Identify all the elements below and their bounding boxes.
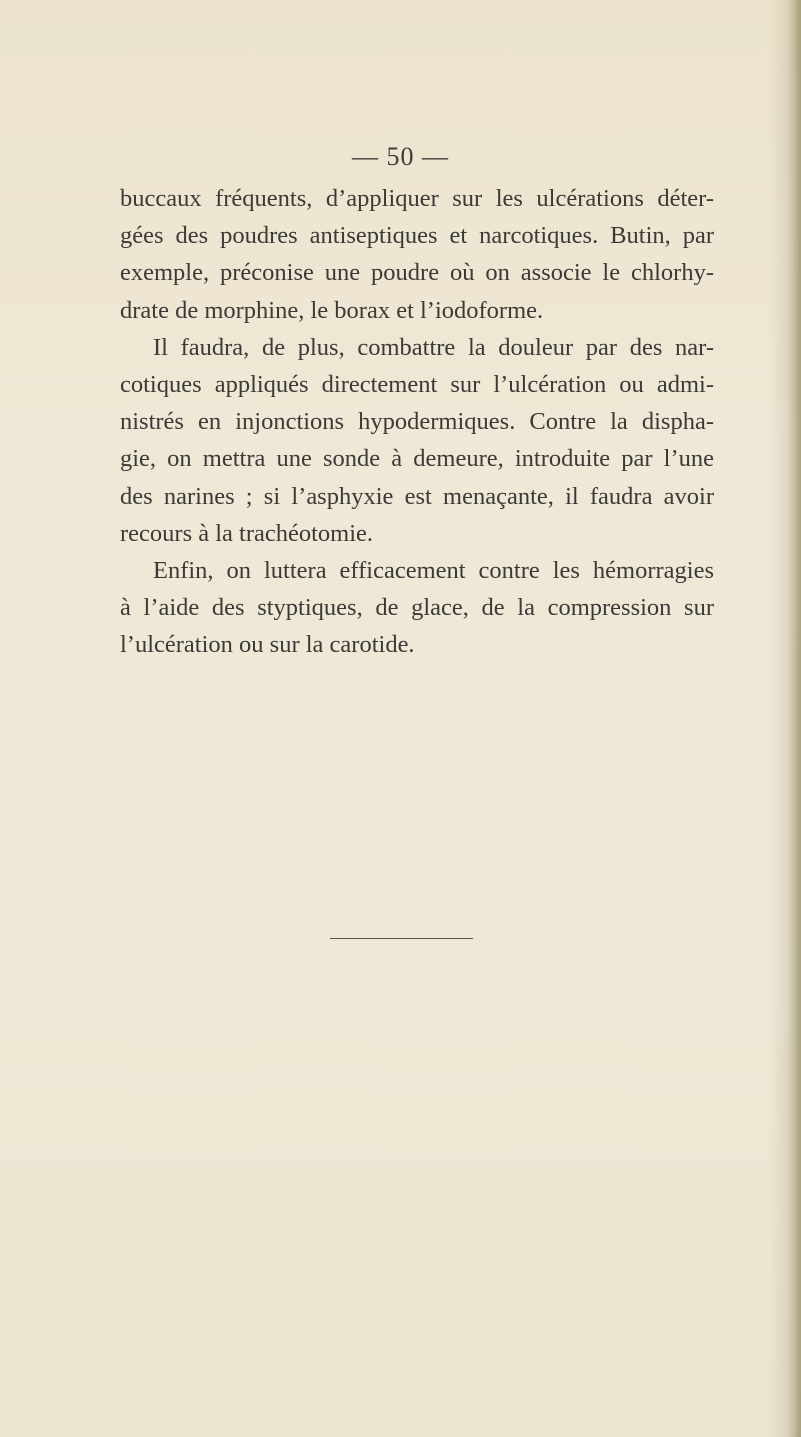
text-line: recours à la trachéotomie. xyxy=(120,519,374,547)
text-line: Il faudra, de plus, combattre la douleur par des nar- xyxy=(153,333,714,361)
page-number: — 50 — xyxy=(352,142,449,171)
text-line: buccaux fréquents, d’appliquer sur les ulcérations déter- xyxy=(120,185,714,212)
text-line: Enfin, on luttera efficacement contre les hémorragies xyxy=(153,557,714,585)
text-line: l’ulcération ou sur la carotide. xyxy=(120,631,415,659)
text-line: des narines ; si l’asphyxie est menaçante, il faudra avoir xyxy=(120,482,714,510)
text-line: à l’aide des styptiques, de glace, de la compression sur xyxy=(120,594,714,622)
text-line: gées des poudres antiseptiques et narcotiques. Butin, par xyxy=(120,222,714,250)
body-text xyxy=(120,180,714,664)
page-edge-shadow xyxy=(787,0,801,1437)
end-rule xyxy=(330,938,473,939)
text-line: drate de morphine, le borax et l’iodoforme. xyxy=(120,296,544,324)
text-line: nistrés en injonctions hypodermiques. Contre la dispha- xyxy=(120,408,714,436)
paragraph-1 xyxy=(120,180,714,329)
paragraph-2 xyxy=(120,329,714,552)
text-line: cotiques appliqués directement sur l’ulcération ou admi- xyxy=(120,371,714,399)
paragraph-3 xyxy=(120,552,714,664)
text-line: exemple, préconise une poudre où on associe le chlorhy- xyxy=(120,259,714,287)
text-line: gie, on mettra une sonde à demeure, introduite par l’une xyxy=(120,445,714,473)
